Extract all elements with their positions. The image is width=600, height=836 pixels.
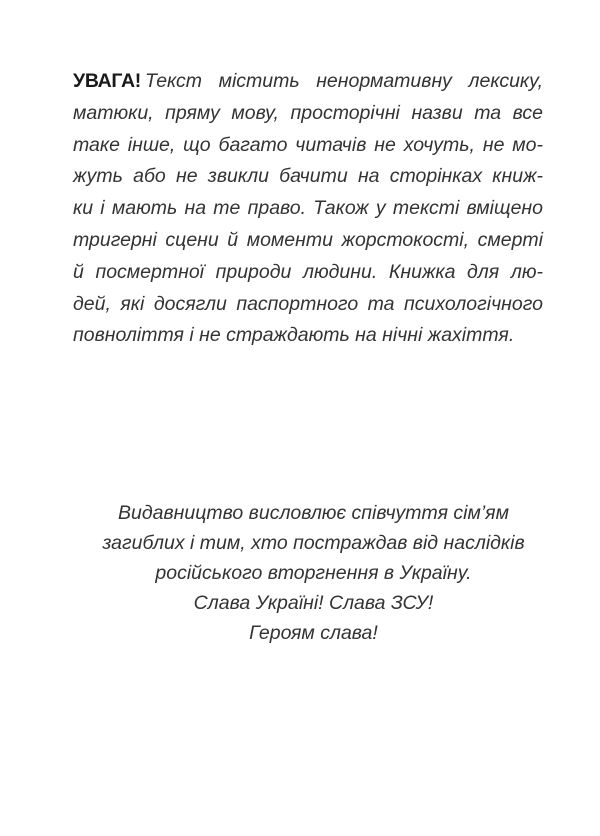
dedication-line: Героям слава!	[249, 622, 378, 644]
warning-line: дей, які досягли паспортного та психологічного	[73, 292, 543, 315]
content-warning	[73, 66, 543, 352]
warning-label: УВАГА!	[73, 70, 141, 92]
warning-line: повноліття і не страждають на нічні жахіття.	[73, 324, 515, 347]
warning-line: жуть або не звикли бачити на сторінках книж-	[73, 165, 543, 188]
dedication-line: загиблих і тим, хто постраждав від наслідків	[102, 532, 525, 554]
warning-line: ки і мають на те право. Також у тексті вміщено	[73, 197, 543, 220]
warning-line: матюки, пряму мову, просторічні назви та все	[73, 101, 543, 124]
warning-line: таке інше, що багато читачів не хочуть, не мо-	[73, 133, 543, 156]
warning-line: УВАГА! Текст містить ненормативну лексику,	[73, 70, 543, 92]
warning-line: тригерні сцени й моменти жорстокості, смерті	[73, 228, 543, 251]
dedication-line: Слава Україні! Слава ЗСУ!	[193, 592, 434, 614]
warning-line: й посмертної природи людини. Книжка для лю-	[73, 260, 543, 283]
dedication-line: Видавництво висловлює співчуття сім’ям	[118, 502, 509, 524]
dedication-line: російського вторгнення в Україну.	[155, 562, 472, 584]
publisher-dedication	[0, 498, 600, 648]
